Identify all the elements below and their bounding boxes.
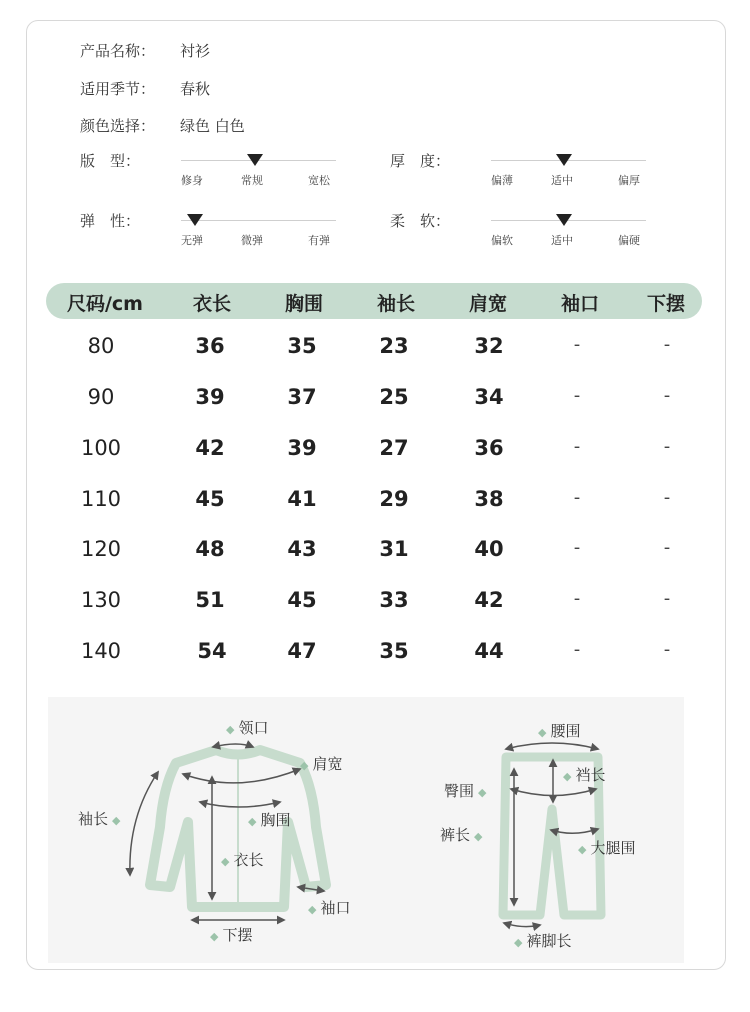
table-cell: 38 — [474, 487, 504, 511]
fit-option: 修身 — [181, 174, 203, 187]
table-cell: 37 — [287, 385, 317, 409]
table-cell: - — [663, 436, 671, 457]
table-cell: - — [573, 487, 581, 508]
info-label: 适用季节： — [80, 80, 156, 98]
thickness-option: 适中 — [551, 174, 573, 187]
info-season — [80, 78, 210, 99]
table-cell: 36 — [474, 436, 504, 460]
info-label: 产品名称： — [80, 42, 156, 60]
table-cell: - — [573, 385, 581, 406]
softness-option: 偏硬 — [618, 234, 640, 247]
waist-text: 腰围 — [550, 722, 581, 740]
header-cell: 下摆 — [646, 293, 685, 315]
diagram-label-sleeve: 袖长 ◆ — [78, 810, 121, 828]
softness-option: 偏软 — [491, 234, 513, 247]
table-cell: - — [573, 639, 581, 660]
diagram-label-chest: ◆ 胸围 — [248, 811, 291, 829]
thigh-text: 大腿围 — [590, 839, 636, 857]
scale-line — [181, 220, 336, 221]
garment-illustration — [48, 697, 684, 963]
table-cell: 140 — [80, 639, 122, 663]
length-text: 衣长 — [233, 851, 264, 869]
elasticity-indicator-icon — [187, 214, 203, 226]
table-cell: 48 — [195, 537, 225, 561]
size-table-header-cells — [0, 283, 750, 319]
table-cell: 42 — [474, 588, 504, 612]
header-cell: 胸围 — [284, 293, 323, 315]
header-cell: 尺码/cm — [66, 293, 143, 315]
table-cell: 100 — [80, 436, 122, 460]
table-row — [0, 537, 750, 577]
table-cell: 41 — [287, 487, 317, 511]
measurement-diagram — [48, 697, 684, 963]
collar-text: 领口 — [238, 719, 269, 737]
header-cell: 肩宽 — [468, 293, 507, 315]
info-label: 颜色选择： — [80, 117, 156, 135]
rise-text: 裆长 — [575, 766, 606, 784]
table-row — [0, 588, 750, 628]
diagram-label-leg-opening: ◆ 裤脚长 — [514, 932, 572, 950]
table-cell: - — [573, 436, 581, 457]
table-cell: 35 — [287, 334, 317, 358]
table-cell: - — [663, 334, 671, 355]
table-cell: 29 — [379, 487, 409, 511]
softness-scale — [491, 212, 646, 252]
table-cell: 45 — [287, 588, 317, 612]
table-row — [0, 436, 750, 476]
header-cell: 袖长 — [376, 293, 415, 315]
table-cell: 36 — [195, 334, 225, 358]
elasticity-label: 弹 性： — [80, 212, 141, 230]
table-cell: 45 — [195, 487, 225, 511]
diagram-label-rise: ◆ 裆长 — [563, 766, 606, 784]
table-cell: 32 — [474, 334, 504, 358]
table-cell: 35 — [379, 639, 409, 663]
table-cell: 27 — [379, 436, 409, 460]
fit-option: 常规 — [241, 174, 263, 187]
thickness-option: 偏薄 — [491, 174, 513, 187]
table-cell: 110 — [80, 487, 122, 511]
table-cell: - — [663, 487, 671, 508]
elasticity-scale — [181, 212, 336, 252]
table-row — [0, 334, 750, 374]
header-cell: 袖口 — [560, 293, 599, 315]
table-cell: 120 — [80, 537, 122, 561]
pants-length-text: 裤长 — [440, 826, 471, 844]
hip-text: 臀围 — [444, 782, 475, 800]
table-cell: 44 — [474, 639, 504, 663]
info-value: 绿色 白色 — [180, 117, 245, 135]
table-cell: 23 — [379, 334, 409, 358]
table-cell: 47 — [287, 639, 317, 663]
hem-text: 下摆 — [222, 926, 253, 944]
table-cell: 34 — [474, 385, 504, 409]
table-row — [0, 385, 750, 425]
diagram-label-waist: ◆ 腰围 — [538, 722, 581, 740]
softness-indicator-icon — [556, 214, 572, 226]
diagram-label-collar: ◆ 领口 — [226, 719, 269, 737]
table-cell: - — [573, 588, 581, 609]
thickness-scale — [491, 152, 646, 192]
info-value: 春秋 — [180, 80, 211, 98]
table-cell: - — [663, 537, 671, 558]
elasticity-option: 无弹 — [181, 234, 203, 247]
fit-option: 宽松 — [308, 174, 330, 187]
table-cell: 25 — [379, 385, 409, 409]
info-value: 衬衫 — [180, 42, 211, 60]
sleeve-text: 袖长 — [78, 810, 109, 828]
chest-text: 胸围 — [260, 811, 291, 829]
info-color — [80, 115, 245, 136]
table-cell: 51 — [195, 588, 225, 612]
elasticity-option: 微弹 — [241, 234, 263, 247]
fit-label: 版 型： — [80, 152, 141, 170]
table-cell: - — [663, 588, 671, 609]
softness-option: 适中 — [551, 234, 573, 247]
table-cell: 40 — [474, 537, 504, 561]
table-cell: - — [573, 334, 581, 355]
table-cell: 90 — [87, 385, 115, 409]
table-row — [0, 639, 750, 679]
fit-indicator-icon — [247, 154, 263, 166]
thickness-indicator-icon — [556, 154, 572, 166]
diagram-label-hip: 臀围 ◆ — [444, 782, 487, 800]
leg-opening-text: 裤脚长 — [526, 932, 572, 950]
info-product-name — [80, 40, 210, 61]
table-cell: 39 — [195, 385, 225, 409]
table-cell: 33 — [379, 588, 409, 612]
table-cell: - — [663, 639, 671, 660]
elasticity-option: 有弹 — [308, 234, 330, 247]
table-cell: 80 — [87, 334, 115, 358]
diagram-label-thigh: ◆ 大腿围 — [578, 839, 636, 857]
thickness-label: 厚 度： — [390, 152, 451, 170]
diagram-label-length: ◆ 衣长 — [221, 851, 264, 869]
table-cell: 130 — [80, 588, 122, 612]
header-cell: 衣长 — [192, 293, 231, 315]
diagram-label-pants-length: 裤长 ◆ — [440, 826, 483, 844]
softness-label: 柔 软： — [390, 212, 451, 230]
table-row — [0, 487, 750, 527]
table-cell: 43 — [287, 537, 317, 561]
diagram-label-hem: ◆ 下摆 — [210, 926, 253, 944]
diagram-label-cuff: ◆ 袖口 — [308, 899, 351, 917]
table-cell: 54 — [197, 639, 227, 663]
table-cell: 42 — [195, 436, 225, 460]
table-cell: 31 — [379, 537, 409, 561]
shoulder-text: 肩宽 — [312, 755, 343, 773]
fit-scale — [181, 152, 336, 192]
table-cell: - — [663, 385, 671, 406]
cuff-text: 袖口 — [320, 899, 351, 917]
table-cell: 39 — [287, 436, 317, 460]
table-cell: - — [573, 537, 581, 558]
thickness-option: 偏厚 — [618, 174, 640, 187]
diagram-label-shoulder: ◆ 肩宽 — [300, 755, 343, 773]
